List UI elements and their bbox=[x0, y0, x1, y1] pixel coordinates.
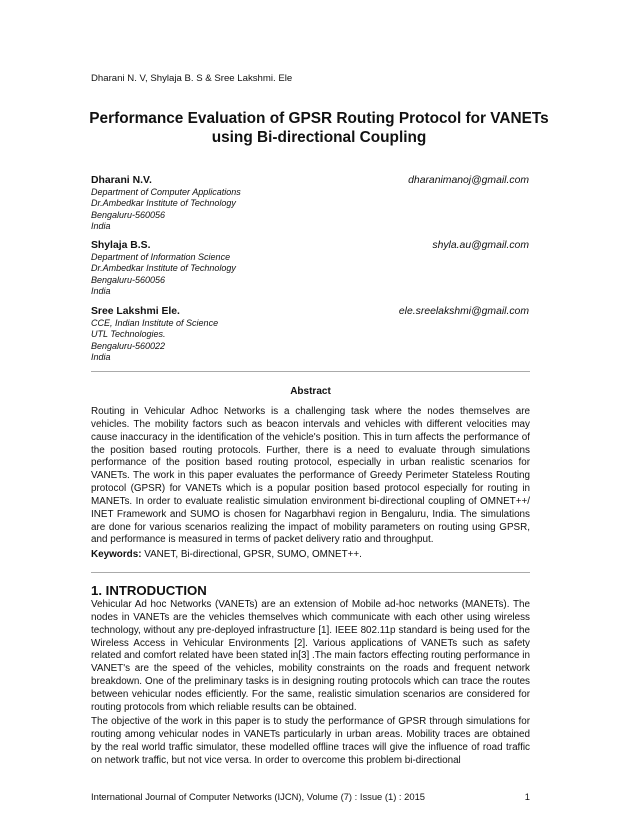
affiliation-line: Dr.Ambedkar Institute of Technology bbox=[91, 263, 236, 274]
page-footer bbox=[91, 791, 530, 802]
author-email: shyla.au@gmail.com bbox=[432, 240, 529, 251]
abstract-heading: Abstract bbox=[290, 386, 331, 397]
footer-journal: International Journal of Computer Networks (IJCN), Volume (7) : Issue (1) : 2015 bbox=[91, 791, 425, 802]
affiliation-line: Bengaluru-560056 bbox=[91, 274, 166, 285]
running-head: Dharani N. V, Shylaja B. S & Sree Lakshmi. Ele bbox=[91, 73, 293, 84]
author-name: Dharani N.V. bbox=[91, 175, 152, 186]
affiliation-line: UTL Technologies. bbox=[91, 329, 166, 340]
affiliation-line: India bbox=[91, 220, 111, 231]
author-affiliation bbox=[91, 187, 529, 232]
author-affiliation bbox=[91, 252, 529, 297]
keywords-line bbox=[91, 549, 530, 560]
author-name: Sree Lakshmi Ele. bbox=[91, 306, 180, 317]
section-heading: 1. INTRODUCTION bbox=[91, 583, 207, 598]
affiliation-line: Dr.Ambedkar Institute of Technology bbox=[91, 198, 236, 209]
page-number: 1 bbox=[524, 791, 530, 802]
paper-title: Performance Evaluation of GPSR Routing Protocol for VANETs using Bi-directional Coupling bbox=[89, 110, 549, 146]
affiliation-line: Bengaluru-560056 bbox=[91, 209, 166, 220]
affiliation-line: CCE, Indian Institute of Science bbox=[91, 318, 219, 328]
affiliation-line: Department of Computer Applications bbox=[91, 187, 241, 197]
author-email: dharanimanoj@gmail.com bbox=[408, 175, 529, 186]
author-name: Shylaja B.S. bbox=[91, 240, 151, 251]
keywords-label: Keywords: bbox=[91, 549, 142, 560]
keywords-text: VANET, Bi-directional, GPSR, SUMO, OMNET++. bbox=[144, 549, 362, 560]
affiliation-line: Bengaluru-560022 bbox=[91, 340, 166, 351]
affiliation-line: Department of Information Science bbox=[91, 252, 231, 262]
affiliation-line: India bbox=[91, 351, 111, 362]
author-affiliation bbox=[91, 318, 529, 363]
divider-rule bbox=[91, 371, 530, 372]
author-block bbox=[91, 240, 529, 297]
author-block bbox=[91, 175, 529, 232]
body-paragraph: Vehicular Ad hoc Networks (VANETs) are an extension of Mobile ad-hoc networks (MANETs). The nodes in VANETs are the vehicles themselves which communicate with each other using wireless technology, without any pre-deployed infrastructure [1]. IEEE 802.11p standard is being used for the Wireless Access in Vehicular Environments [2]. Various applications of VANETs such as safety related and comfort related have been stated in[3] .The main factors effecting routing performance in VANET's are the speed of the vehicles, mobility constraints on the roads and frequent network breakdown. One of the preliminary tasks is in designing routing protocols which can trace the routes between vehicular nodes efficiently. For the same, realistic simulation scenarios are considered for routing protocols from which reliable results can be obtained. bbox=[91, 599, 530, 713]
affiliation-line: India bbox=[91, 285, 111, 296]
abstract-body: Routing in Vehicular Adhoc Networks is a challenging task where the nodes themselves are vehicles. The mobility factors such as beacon intervals and vehicles with different velocities may cause inaccuracy in the identification of the vehicle's position. This in turn affects the performance of the position based routing protocols. Further, there is a need to evaluate through simulations performance of the position based routing protocol, especially in urban realistic scenarios for VANETs. The work in this paper evaluates the performance of Greedy Perimeter Stateless Routing protocol (GPSR) for VANETs which is a popular position based protocol especially for routing in MANETs. In order to evaluate realistic simulation environment bi-directional coupling of OMNET++/ INET Framework and SUMO is chosen for Nagarbhavi region in Bengaluru, India. The simulations are done for various scenarios realizing the impact of mobility parameters on routing using GPSR, and performance is measured in terms of packet delivery ratio and throughput. bbox=[91, 406, 530, 546]
body-paragraph: The objective of the work in this paper is to study the performance of GPSR through simulations for routing among vehicular nodes in VANETs particularly in urban areas. Mobility traces are obtained by the real world traffic simulator, these modelled offline traces will give the influence of road traffic on network traffic, but not vice versa. In order to overcome this problem bi-directional bbox=[91, 716, 530, 766]
author-block bbox=[91, 306, 529, 363]
author-email: ele.sreelakshmi@gmail.com bbox=[398, 306, 529, 317]
divider-rule bbox=[91, 572, 530, 573]
